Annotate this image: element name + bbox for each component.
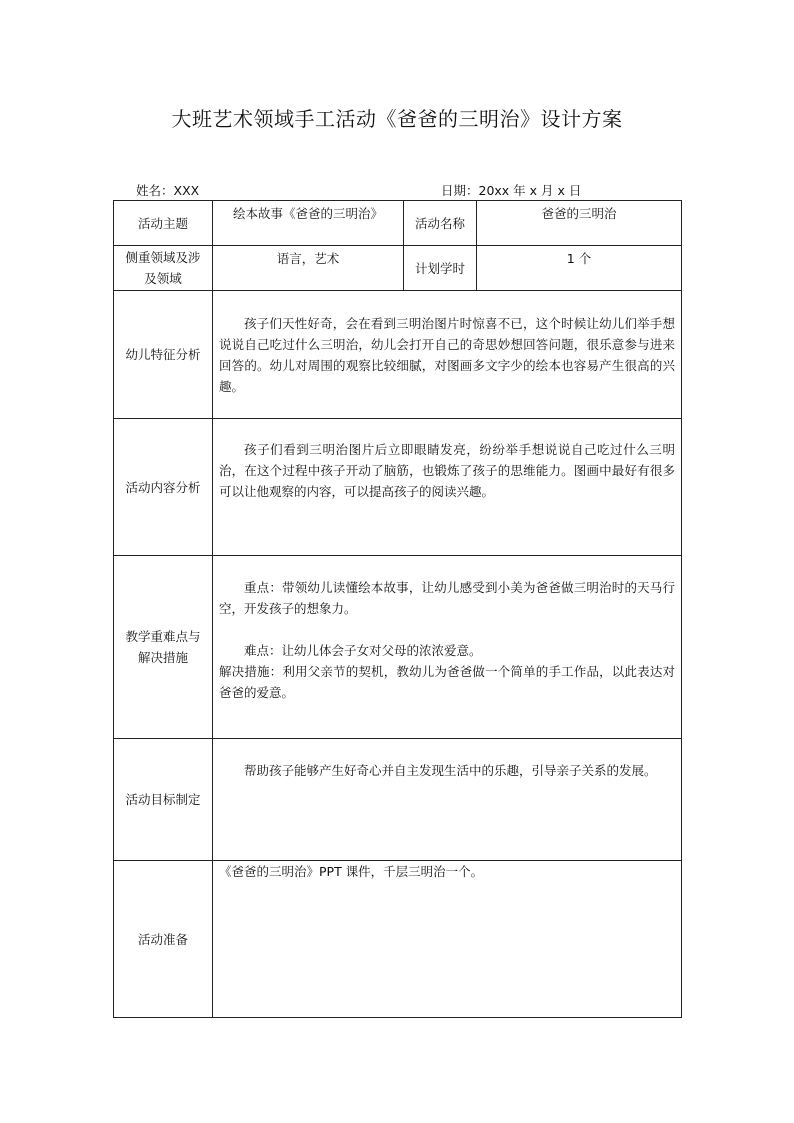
preparation-label: 活动准备 [114,861,213,1018]
activity-name-label: 活动名称 [404,201,477,246]
table-row [114,861,682,1018]
content-analysis-cell [213,419,682,556]
goal-label: 活动目标制定 [114,739,213,861]
page-title: 大班艺术领域手工活动《爸爸的三明治》设计方案 [171,107,623,131]
key-point-text: 重点：带领幼儿读懂绘本故事，让幼儿感受到小美为爸爸做三明治时的天马行空，开发孩子的想象力。 [219,580,675,616]
child-analysis-label: 幼儿特征分析 [114,291,213,419]
child-analysis-cell [213,291,682,419]
theme-value: 绘本故事《爸爸的三明治》 [213,201,404,246]
table-row [114,291,682,419]
domain-value: 语言，艺术 [213,246,404,291]
table-row [114,246,682,291]
spacer [219,619,675,640]
activity-name-value: 爸爸的三明治 [477,201,682,246]
goal-text: 帮助孩子能够产生好奇心并自主发现生活中的乐趣，引导亲子关系的发展。 [244,763,657,778]
child-analysis-text: 孩子们天性好奇，会在看到三明治图片时惊喜不已，这个时候让幼儿们举手想说说自己吃过什么三明治，幼儿会打开自己的奇思妙想回答问题，很乐意参与进来回答的。幼儿对周围的观察比较细腻，对图画多文字少的绘本也容易产生很高的兴趣。 [219,316,675,394]
author-name: 姓名：XXX [136,183,200,198]
table-row [114,201,682,246]
planned-hours-label: 计划学时 [404,246,477,291]
domain-label: 侧重领域及涉及领域 [114,246,213,291]
content-analysis-label: 活动内容分析 [114,419,213,556]
table-row [114,556,682,739]
table-row [114,739,682,861]
difficulty-text: 难点：让幼儿体会子女对父母的浓浓爱意。 [244,643,482,658]
solution-text: 解决措施：利用父亲节的契机，教幼儿为爸爸做一个简单的手工作品，以此表达对爸爸的爱意。 [219,664,675,700]
goal-cell [213,739,682,861]
preparation-cell [213,861,682,1018]
table-row [114,419,682,556]
preparation-text: 《爸爸的三明治》PPT 课件，千层三明治一个。 [219,864,484,879]
key-difficulty-label: 教学重难点与解决措施 [114,556,213,739]
key-difficulty-cell [213,556,682,739]
document-date: 日期：20xx 年 x 月 x 日 [441,183,582,198]
design-plan-table [113,200,682,1018]
content-analysis-text: 孩子们看到三明治图片后立即眼睛发亮，纷纷举手想说说自己吃过什么三明治，在这个过程中孩子开动了脑筋，也锻炼了孩子的思维能力。图画中最好有很多可以让他观察的内容，可以提高孩子的阅读兴趣。 [219,442,675,499]
theme-label: 活动主题 [114,201,213,246]
planned-hours-value: 1 个 [477,246,682,291]
